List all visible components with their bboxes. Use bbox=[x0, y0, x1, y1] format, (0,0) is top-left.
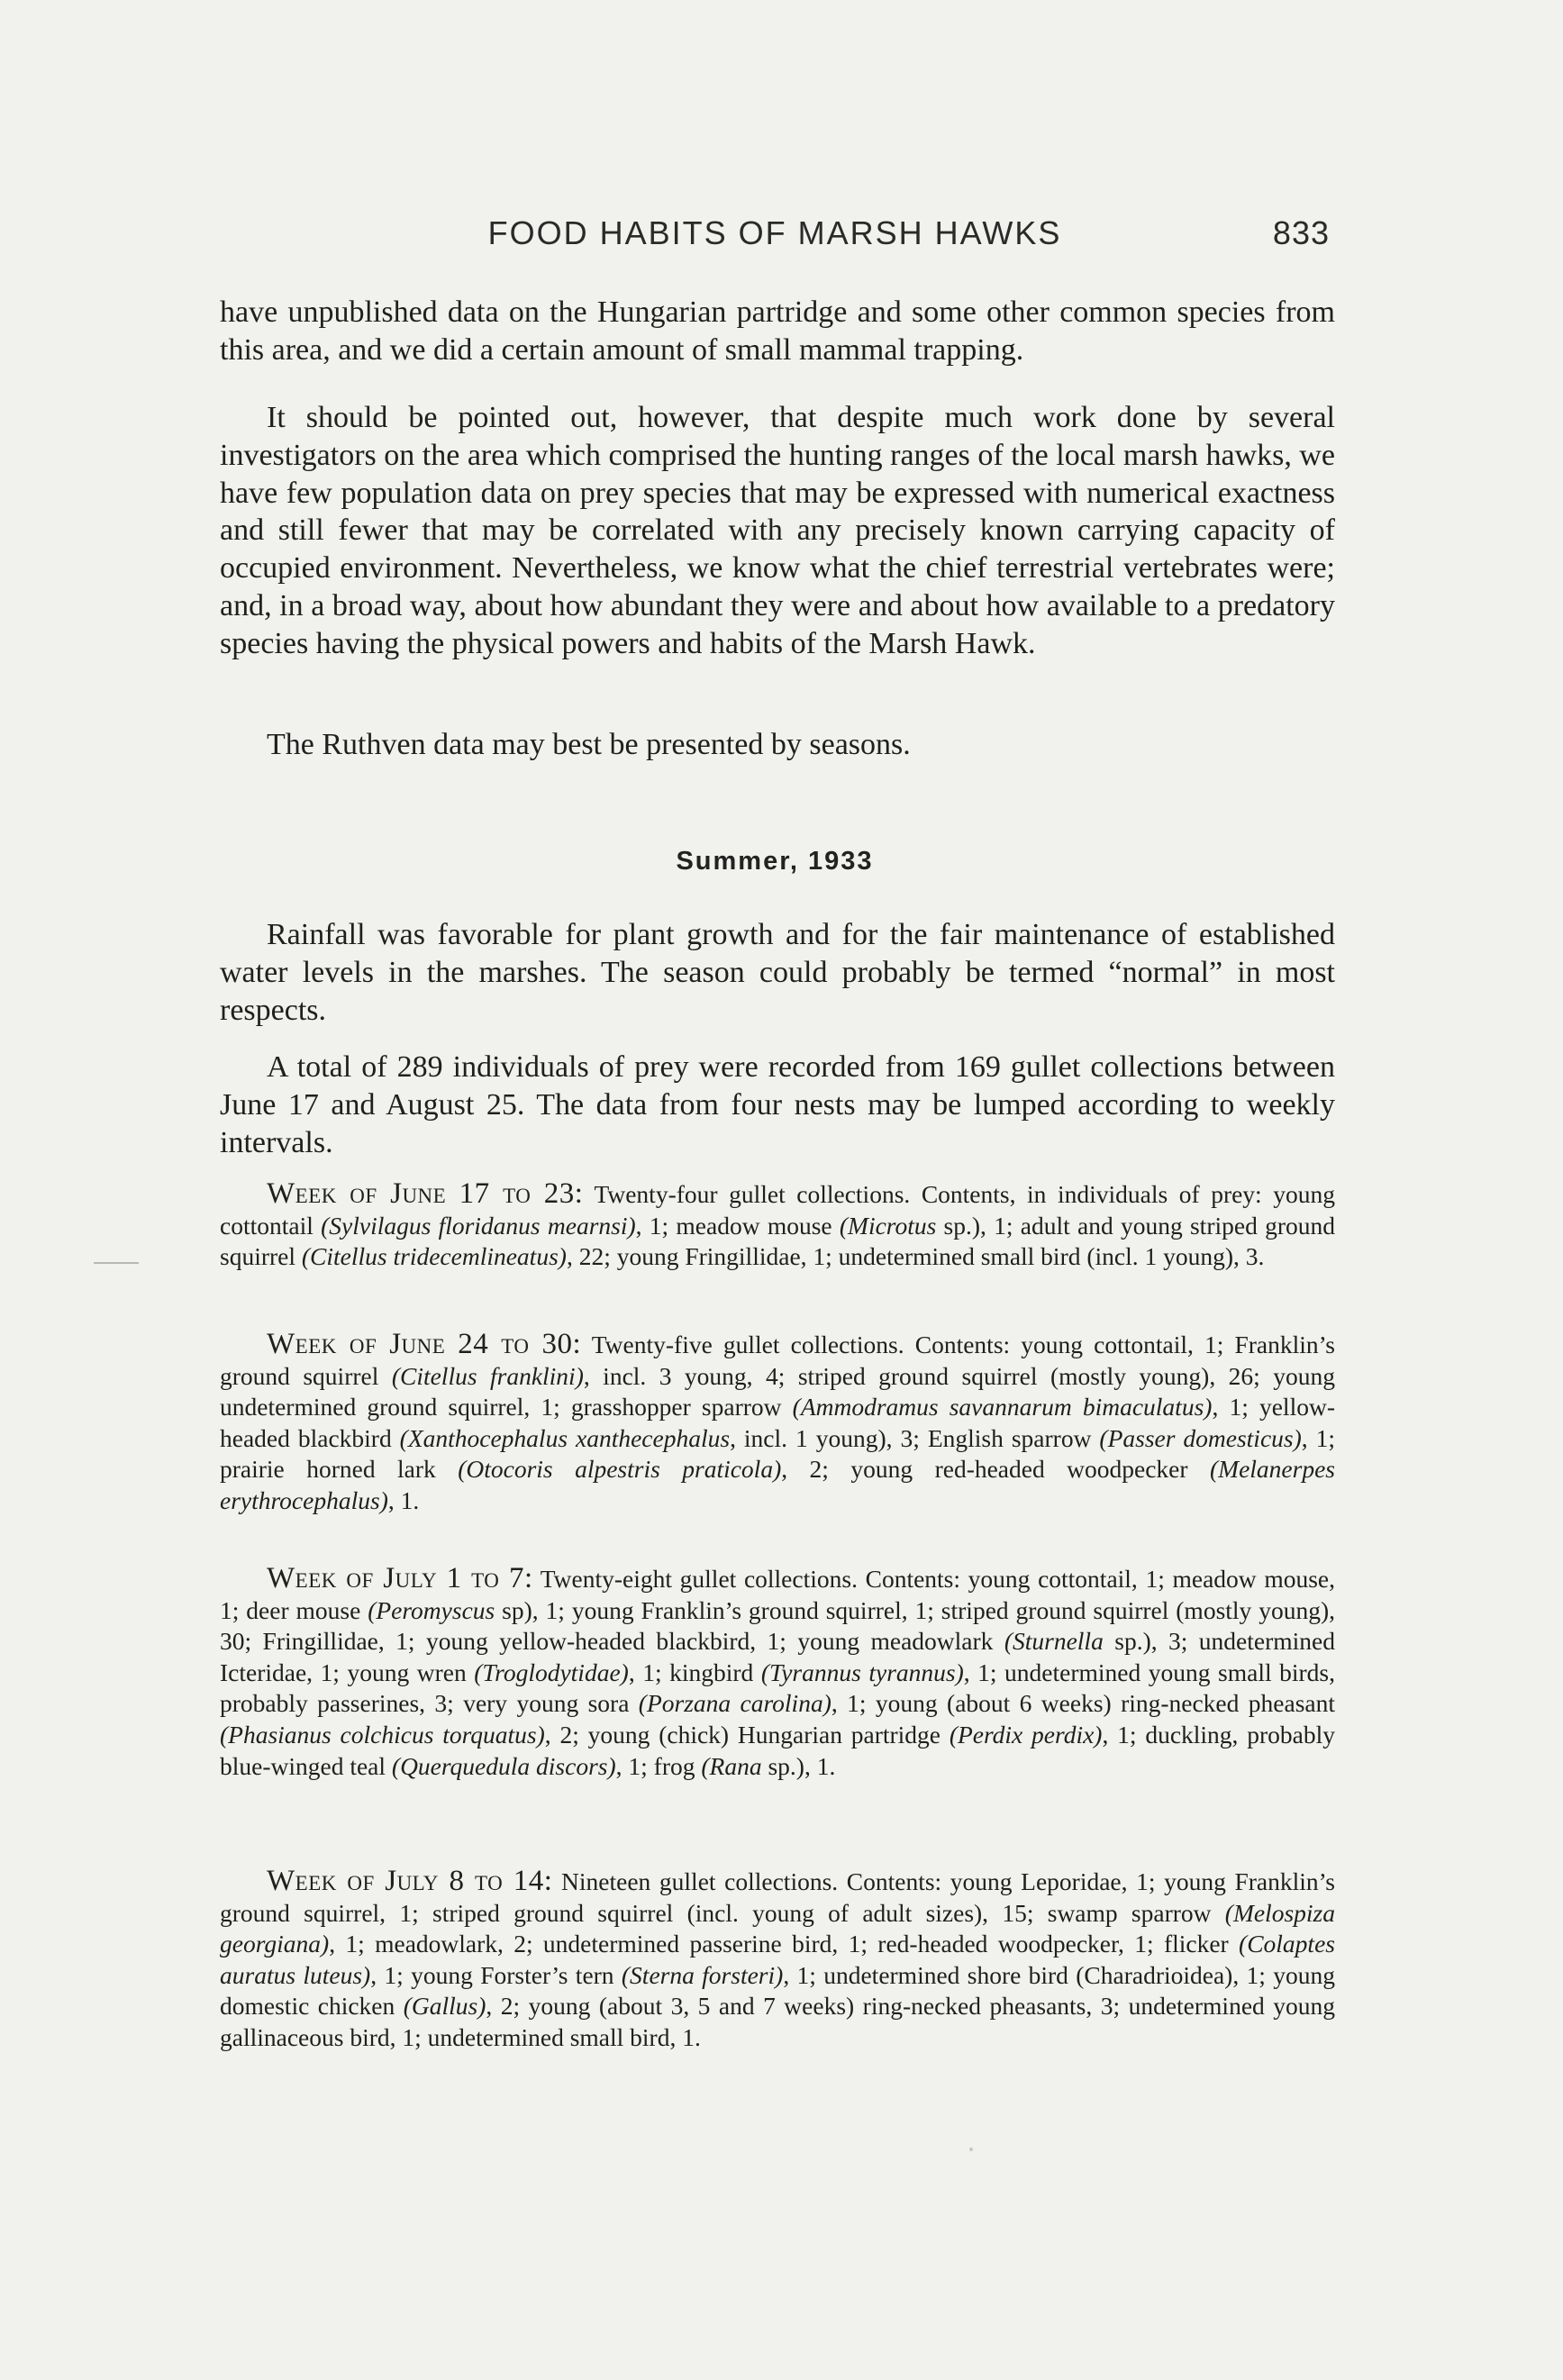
species-name: (Melospiza georgiana) bbox=[220, 1898, 1335, 1958]
species-name: (Porzana carolina) bbox=[638, 1689, 831, 1718]
week-label: Week of June 17 to 23: bbox=[267, 1177, 584, 1210]
species-name: (Troglodytidae) bbox=[474, 1658, 629, 1686]
week-text: , 22; young Fringillidae, 1; undetermined small bird (incl. 1 young), 3. bbox=[566, 1242, 1265, 1271]
section-heading: Summer, 1933 bbox=[676, 847, 874, 876]
week-text: Nineteen gullet collections. Contents: young Leporidae, 1; young Franklin’s ground squirrel, 1; striped ground squirrel (incl. young of adult sizes), 15; swamp sparrow bbox=[220, 1867, 1336, 1927]
week-entry-june-24 bbox=[220, 1329, 1335, 1517]
week-text: , 1; duckling, probably blue-winged teal bbox=[220, 1720, 1335, 1780]
page-number: 833 bbox=[1272, 214, 1330, 251]
species-name: (Tyrannus tyrannus) bbox=[760, 1658, 964, 1686]
week-text: , 1; yellow-headed blackbird bbox=[220, 1393, 1335, 1452]
species-name: (Gallus) bbox=[403, 1992, 486, 2021]
species-name: (Phasianus colchicus torquatus) bbox=[220, 1720, 545, 1749]
week-text: , 1; meadow mouse bbox=[635, 1211, 840, 1240]
week-text: , incl. 3 young, 4; striped ground squirrel (mostly young), 26; young undetermined ground squirrel, 1; grasshopper sparrow bbox=[220, 1361, 1335, 1422]
paragraph-seasons: The Ruthven data may best be presented by seasons. bbox=[267, 728, 911, 761]
week-text: , 2; young red-headed woodpecker bbox=[781, 1455, 1210, 1484]
week-text: , 1; prairie horned lark bbox=[220, 1423, 1336, 1484]
week-text: sp.), 1; adult and young striped ground squirrel bbox=[220, 1211, 1335, 1271]
species-name: (Perdix perdix) bbox=[949, 1720, 1103, 1749]
species-name: (Colaptes auratus luteus) bbox=[220, 1930, 1335, 1989]
species-name: (Sylvilagus floridanus mearnsi) bbox=[321, 1211, 636, 1240]
paragraph-prey-total: A total of 289 individuals of prey were recorded from 169 gullet collections between June 17 and August 25. The data from four nests may be lumped according to weekly intervals. bbox=[220, 1050, 1335, 1159]
week-text: sp.), 3; undetermined Icteridae, 1; young wren bbox=[220, 1627, 1336, 1686]
species-name: (Ammodramus savannarum bimaculatus) bbox=[792, 1393, 1213, 1422]
week-text: Twenty-four gullet collections. Contents, in individuals of prey: young cottontail bbox=[220, 1180, 1336, 1240]
week-text: , 1; meadowlark, 2; undetermined passerine bird, 1; red-headed woodpecker, 1; flicker bbox=[329, 1930, 1240, 1958]
week-text: sp), 1; young Franklin’s ground squirrel, 1; striped ground squirrel (mostly young), 30; Fringillidae, 1; young yellow-headed blackbird, 1; young meadowlark bbox=[220, 1595, 1335, 1656]
species-name: (Melanerpes erythrocephalus) bbox=[220, 1455, 1335, 1514]
species-name: (Querquedula discors) bbox=[391, 1751, 616, 1780]
running-head bbox=[220, 214, 1330, 256]
species-name: (Microtus bbox=[839, 1211, 937, 1240]
week-text: , 1; frog bbox=[615, 1751, 702, 1780]
week-text: , 1; undetermined young small birds, probably passerines, 3; very young sora bbox=[220, 1658, 1335, 1718]
week-label: Week of June 24 to 30: bbox=[267, 1328, 582, 1360]
week-text: , 1; undetermined shore bird (Charadrioidea), 1; young domestic chicken bbox=[220, 1960, 1335, 2021]
species-name: (Xanthocephalus xanthecephalus bbox=[399, 1423, 731, 1452]
week-text: , 1; kingbird bbox=[628, 1658, 761, 1686]
week-entry-june-17 bbox=[220, 1178, 1335, 1273]
week-text: , 2; young (about 3, 5 and 7 weeks) ring-necked pheasants, 3; undetermined young gallinaceous bird, 1; undetermined small bird, 1. bbox=[220, 1992, 1335, 2051]
week-text: , 1. bbox=[387, 1485, 420, 1514]
week-entry-july-1 bbox=[220, 1563, 1335, 1782]
species-name: (Peromyscus bbox=[368, 1595, 495, 1624]
species-name: (Passer domesticus) bbox=[1099, 1423, 1302, 1452]
species-name: (Citellus franklini) bbox=[391, 1361, 584, 1390]
species-name: (Citellus tridecemlineatus) bbox=[301, 1242, 567, 1271]
paragraph-rainfall: Rainfall was favorable for plant growth and for the fair maintenance of established water levels in the marshes. The season could probably be termed “normal” in most respects. bbox=[220, 918, 1335, 1027]
margin-mark bbox=[94, 1262, 139, 1264]
paper-speck bbox=[969, 2148, 973, 2151]
species-name: (Otocoris alpestris praticola) bbox=[458, 1455, 782, 1484]
week-label: Week of July 1 to 7: bbox=[267, 1562, 533, 1594]
species-name: (Sturnella bbox=[1004, 1627, 1104, 1656]
paragraph-continuation: have unpublished data on the Hungarian partridge and some other common species from this area, and we did a certain amount of small mammal trapping. bbox=[220, 295, 1335, 367]
week-text: Twenty-eight gullet collections. Contents: young cottontail, 1; meadow mouse, 1; deer mouse bbox=[220, 1565, 1335, 1624]
species-name: (Rana bbox=[701, 1751, 762, 1780]
week-entry-july-8 bbox=[220, 1866, 1335, 2054]
week-text: sp.), 1. bbox=[761, 1751, 836, 1780]
week-text: , 1; young (about 6 weeks) ring-necked pheasant bbox=[831, 1689, 1335, 1718]
week-text: Twenty-five gullet collections. Contents: young cottontail, 1; Franklin’s ground squirrel bbox=[220, 1331, 1335, 1390]
week-text: , incl. 1 young), 3; English sparrow bbox=[730, 1423, 1100, 1452]
paragraph-population-data: It should be pointed out, however, that despite much work done by several investigators on the area which comprised the hunting ranges of the local marsh hawks, we have few population data on prey species that may be expressed with numerical exactness and still fewer that may be correlated with any precisely known carrying capacity of occupied environment. Nevertheless, we know what the chief terrestrial vertebrates were; and, in a broad way, about how abundant they were and about how available to a predatory species having the physical powers and habits of the Marsh Hawk. bbox=[220, 401, 1335, 660]
running-title: FOOD HABITS OF MARSH HAWKS bbox=[487, 214, 1062, 251]
week-label: Week of July 8 to 14: bbox=[267, 1865, 553, 1897]
species-name: (Sterna forsteri) bbox=[621, 1960, 784, 1989]
week-text: , 1; young Forster’s tern bbox=[370, 1960, 622, 1989]
week-text: , 2; young (chick) Hungarian partridge bbox=[544, 1720, 950, 1749]
